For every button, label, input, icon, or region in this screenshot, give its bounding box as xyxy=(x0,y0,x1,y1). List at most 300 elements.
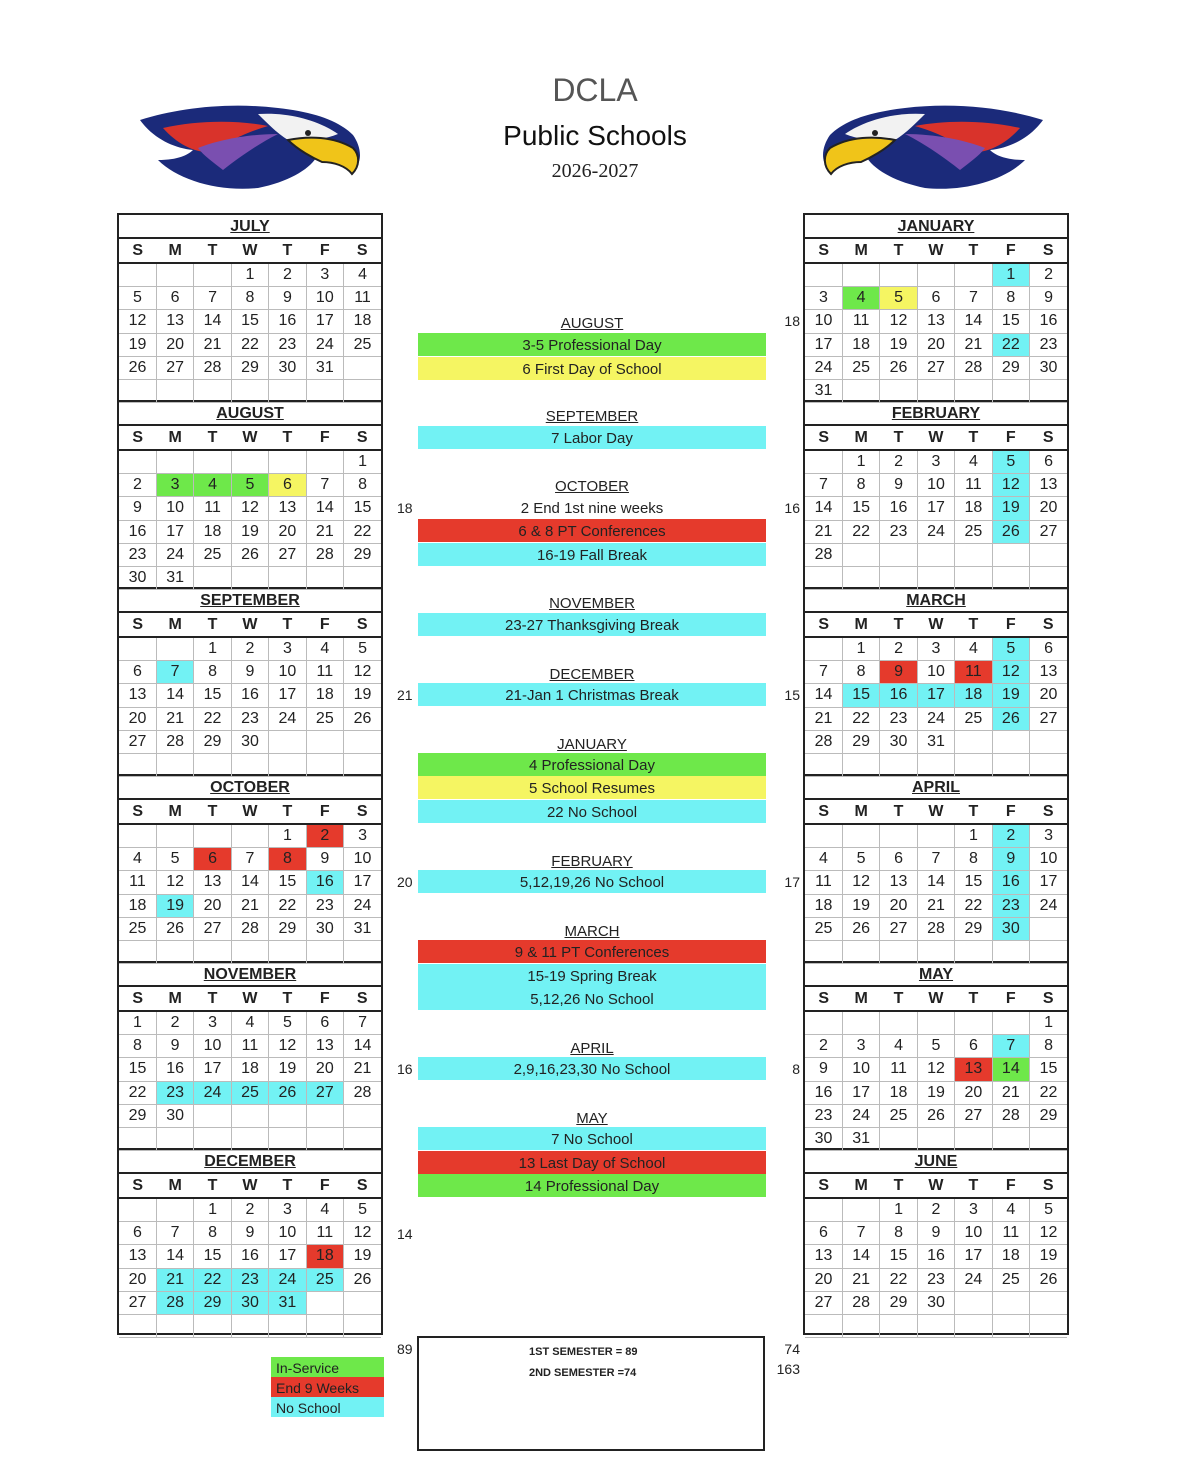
day-cell: 13 xyxy=(955,1058,992,1081)
day-cell xyxy=(1030,543,1067,566)
day-cell: 21 xyxy=(992,1081,1029,1104)
weekday-header: T xyxy=(880,238,917,263)
day-cell: 25 xyxy=(805,917,842,940)
day-cell: 22 xyxy=(194,707,231,730)
day-cell xyxy=(306,753,343,776)
day-cell xyxy=(194,566,231,589)
weekday-header: F xyxy=(992,612,1029,637)
day-cell: 9 xyxy=(992,848,1029,871)
weekday-header: M xyxy=(842,986,879,1011)
day-cell: 17 xyxy=(917,684,954,707)
day-cell xyxy=(805,1011,842,1035)
day-cell: 27 xyxy=(955,1104,992,1127)
event-month-heading: FEBRUARY xyxy=(551,853,633,870)
day-cell: 25 xyxy=(194,543,231,566)
day-cell: 19 xyxy=(344,684,381,707)
day-cell: 13 xyxy=(1030,661,1067,684)
day-cell: 26 xyxy=(842,917,879,940)
day-cell: 2 xyxy=(119,474,156,497)
weekday-header: T xyxy=(955,799,992,824)
day-cell: 4 xyxy=(955,450,992,474)
weekday-header: S xyxy=(805,612,842,637)
day-cell xyxy=(992,543,1029,566)
day-cell: 10 xyxy=(156,497,193,520)
day-cell: 9 xyxy=(306,848,343,871)
day-cell xyxy=(805,753,842,776)
day-cell xyxy=(1030,940,1067,963)
day-cell: 10 xyxy=(917,474,954,497)
day-cell: 25 xyxy=(231,1081,268,1104)
day-cell xyxy=(992,379,1029,402)
weekday-header: S xyxy=(805,1173,842,1198)
day-cell xyxy=(306,379,343,402)
day-cell: 8 xyxy=(880,1222,917,1245)
day-cell: 4 xyxy=(344,263,381,287)
day-cell xyxy=(194,824,231,848)
day-cell xyxy=(231,450,268,474)
day-cell xyxy=(842,753,879,776)
weekday-header: W xyxy=(231,612,268,637)
day-cell: 16 xyxy=(805,1081,842,1104)
day-cell: 6 xyxy=(269,474,306,497)
day-cell: 26 xyxy=(156,917,193,940)
day-cell: 16 xyxy=(1030,310,1067,333)
weekday-header: F xyxy=(306,1173,343,1198)
day-cell: 1 xyxy=(880,1198,917,1222)
day-cell: 14 xyxy=(805,684,842,707)
weekday-header: T xyxy=(269,612,306,637)
weekday-header: M xyxy=(156,425,193,450)
day-cell: 20 xyxy=(955,1081,992,1104)
event-item: 2 End 1st nine weeks xyxy=(520,500,664,517)
day-cell: 8 xyxy=(269,848,306,871)
day-cell: 6 xyxy=(1030,450,1067,474)
month-name: JULY xyxy=(230,218,270,235)
day-cell xyxy=(344,730,381,753)
day-cell: 25 xyxy=(955,707,992,730)
event-item: 2,9,16,23,30 No School xyxy=(418,1057,766,1080)
weekday-header: S xyxy=(805,986,842,1011)
day-cell: 10 xyxy=(344,848,381,871)
month-january xyxy=(805,215,1067,402)
day-cell xyxy=(344,1314,381,1337)
day-cell: 11 xyxy=(842,310,879,333)
day-cell: 25 xyxy=(842,356,879,379)
day-cell: 14 xyxy=(992,1058,1029,1081)
day-cell: 12 xyxy=(344,1222,381,1245)
legend-item: No School xyxy=(271,1397,384,1417)
day-cell: 9 xyxy=(880,661,917,684)
day-cell xyxy=(269,940,306,963)
day-cell: 16 xyxy=(231,1245,268,1268)
day-cell: 27 xyxy=(194,917,231,940)
day-cell xyxy=(156,824,193,848)
day-cell xyxy=(955,1011,992,1035)
day-count: 20 xyxy=(397,874,413,890)
day-cell: 22 xyxy=(231,333,268,356)
day-cell: 20 xyxy=(917,333,954,356)
day-cell: 26 xyxy=(344,1268,381,1291)
day-cell: 29 xyxy=(1030,1104,1067,1127)
day-cell xyxy=(992,1127,1029,1150)
day-cell xyxy=(917,1011,954,1035)
day-cell: 25 xyxy=(955,520,992,543)
day-cell: 5 xyxy=(1030,1198,1067,1222)
event-item: 5,12,26 No School xyxy=(418,987,766,1010)
day-cell: 18 xyxy=(306,1245,343,1268)
day-cell: 18 xyxy=(344,310,381,333)
event-month-heading: JANUARY xyxy=(557,736,627,753)
event-item: 5,12,19,26 No School xyxy=(418,870,766,893)
day-cell xyxy=(917,566,954,589)
day-cell: 12 xyxy=(119,310,156,333)
day-cell: 16 xyxy=(880,497,917,520)
day-cell: 25 xyxy=(344,333,381,356)
day-cell: 13 xyxy=(269,497,306,520)
calendar-column-fall xyxy=(117,213,383,1335)
day-cell: 19 xyxy=(992,497,1029,520)
day-cell: 1 xyxy=(231,263,268,287)
weekday-header: F xyxy=(306,425,343,450)
day-cell: 19 xyxy=(1030,1245,1067,1268)
month-name: NOVEMBER xyxy=(203,966,297,983)
day-cell: 2 xyxy=(992,824,1029,848)
month-name: SEPTEMBER xyxy=(200,592,300,609)
day-cell xyxy=(842,566,879,589)
weekday-header: T xyxy=(880,986,917,1011)
day-cell xyxy=(842,940,879,963)
day-cell: 17 xyxy=(917,497,954,520)
weekday-header: S xyxy=(119,612,156,637)
day-cell: 24 xyxy=(156,543,193,566)
month-july xyxy=(119,215,381,402)
day-cell: 20 xyxy=(1030,684,1067,707)
day-cell: 18 xyxy=(880,1081,917,1104)
day-cell xyxy=(269,1104,306,1127)
day-cell: 31 xyxy=(805,379,842,402)
day-cell: 27 xyxy=(119,730,156,753)
day-cell: 3 xyxy=(306,263,343,287)
day-cell: 20 xyxy=(880,894,917,917)
day-cell: 29 xyxy=(842,730,879,753)
day-cell: 3 xyxy=(269,1198,306,1222)
day-cell: 13 xyxy=(880,871,917,894)
day-cell: 30 xyxy=(992,917,1029,940)
month-october xyxy=(119,776,381,963)
weekday-header: S xyxy=(119,425,156,450)
day-cell: 30 xyxy=(805,1127,842,1150)
day-cell xyxy=(842,543,879,566)
event-item: 6 First Day of School xyxy=(418,357,766,380)
weekday-header: T xyxy=(880,799,917,824)
day-cell xyxy=(1030,1127,1067,1150)
weekday-header: F xyxy=(306,799,343,824)
weekday-header: T xyxy=(880,612,917,637)
day-cell: 25 xyxy=(880,1104,917,1127)
day-cell: 12 xyxy=(231,497,268,520)
day-cell: 15 xyxy=(344,497,381,520)
day-cell xyxy=(269,1314,306,1337)
day-cell xyxy=(156,263,193,287)
day-cell: 9 xyxy=(269,287,306,310)
day-cell: 31 xyxy=(306,356,343,379)
weekday-header: T xyxy=(269,425,306,450)
weekday-header: S xyxy=(1030,238,1067,263)
day-cell xyxy=(306,940,343,963)
day-cell: 9 xyxy=(1030,287,1067,310)
weekday-header: T xyxy=(194,1173,231,1198)
day-cell: 11 xyxy=(194,497,231,520)
day-cell: 23 xyxy=(917,1268,954,1291)
day-cell: 23 xyxy=(306,894,343,917)
day-cell: 20 xyxy=(119,707,156,730)
day-cell xyxy=(842,1011,879,1035)
day-cell: 26 xyxy=(992,707,1029,730)
day-cell: 29 xyxy=(880,1291,917,1314)
day-cell xyxy=(955,1291,992,1314)
day-cell: 3 xyxy=(156,474,193,497)
day-cell xyxy=(805,566,842,589)
day-cell: 16 xyxy=(119,520,156,543)
weekday-header: T xyxy=(880,1173,917,1198)
day-cell: 12 xyxy=(344,661,381,684)
weekday-header: S xyxy=(344,986,381,1011)
day-cell: 15 xyxy=(231,310,268,333)
event-item: 22 No School xyxy=(418,800,766,823)
weekday-header: M xyxy=(842,238,879,263)
day-cell xyxy=(156,637,193,661)
day-cell: 29 xyxy=(992,356,1029,379)
legend xyxy=(271,1357,384,1417)
day-cell: 1 xyxy=(842,450,879,474)
day-cell xyxy=(119,637,156,661)
day-cell xyxy=(119,379,156,402)
day-cell xyxy=(842,1198,879,1222)
month-name: APRIL xyxy=(912,779,960,796)
weekday-header: T xyxy=(955,425,992,450)
day-cell xyxy=(955,730,992,753)
day-cell: 27 xyxy=(119,1291,156,1314)
day-cell: 23 xyxy=(231,1268,268,1291)
day-cell xyxy=(156,1314,193,1337)
day-cell: 5 xyxy=(992,637,1029,661)
day-cell xyxy=(231,940,268,963)
day-cell: 15 xyxy=(842,684,879,707)
day-cell xyxy=(880,753,917,776)
day-cell: 17 xyxy=(805,333,842,356)
weekday-header: S xyxy=(805,799,842,824)
day-cell xyxy=(119,1314,156,1337)
event-item: 3-5 Professional Day xyxy=(418,333,766,356)
day-cell: 19 xyxy=(842,894,879,917)
semester-1-total: 1ST SEMESTER = 89 xyxy=(529,1346,638,1358)
day-cell: 17 xyxy=(306,310,343,333)
day-cell: 24 xyxy=(269,1268,306,1291)
day-cell xyxy=(917,1127,954,1150)
day-cell xyxy=(194,1314,231,1337)
event-item: 21-Jan 1 Christmas Break xyxy=(418,683,766,706)
day-cell: 25 xyxy=(306,1268,343,1291)
day-cell: 1 xyxy=(955,824,992,848)
day-cell: 16 xyxy=(917,1245,954,1268)
weekday-header: M xyxy=(842,612,879,637)
day-cell xyxy=(119,1127,156,1150)
weekday-header: S xyxy=(344,1173,381,1198)
day-cell: 25 xyxy=(306,707,343,730)
event-month-heading: DECEMBER xyxy=(549,666,635,683)
weekday-header: T xyxy=(194,238,231,263)
day-cell: 26 xyxy=(992,520,1029,543)
day-cell: 20 xyxy=(805,1268,842,1291)
day-cell: 4 xyxy=(880,1035,917,1058)
event-month-heading: MAY xyxy=(576,1110,608,1127)
eagle-logo-icon xyxy=(815,100,1045,195)
day-cell: 19 xyxy=(344,1245,381,1268)
day-cell xyxy=(880,1314,917,1337)
day-cell xyxy=(880,566,917,589)
day-cell xyxy=(1030,1314,1067,1337)
day-cell xyxy=(231,379,268,402)
day-cell xyxy=(955,940,992,963)
day-cell: 19 xyxy=(119,333,156,356)
day-cell: 9 xyxy=(231,1222,268,1245)
weekday-header: S xyxy=(119,238,156,263)
day-cell: 19 xyxy=(269,1058,306,1081)
day-cell xyxy=(955,379,992,402)
month-february xyxy=(805,402,1067,589)
day-cell: 18 xyxy=(842,333,879,356)
event-item: 15-19 Spring Break xyxy=(418,964,766,987)
day-cell: 24 xyxy=(344,894,381,917)
day-cell: 10 xyxy=(917,661,954,684)
day-cell: 28 xyxy=(306,543,343,566)
day-cell xyxy=(1030,917,1067,940)
weekday-header: T xyxy=(194,986,231,1011)
weekday-header: T xyxy=(955,1173,992,1198)
day-count: 14 xyxy=(397,1226,413,1242)
weekday-header: W xyxy=(231,1173,268,1198)
day-cell: 4 xyxy=(992,1198,1029,1222)
day-cell: 5 xyxy=(344,637,381,661)
event-month-heading: NOVEMBER xyxy=(549,595,635,612)
page-title: DCLA xyxy=(552,72,638,108)
day-cell: 24 xyxy=(842,1104,879,1127)
day-cell: 13 xyxy=(119,1245,156,1268)
month-name: FEBRUARY xyxy=(891,405,981,422)
weekday-header: W xyxy=(917,799,954,824)
day-cell: 7 xyxy=(156,661,193,684)
day-cell: 18 xyxy=(119,894,156,917)
day-cell: 12 xyxy=(992,474,1029,497)
day-cell: 15 xyxy=(194,684,231,707)
weekday-header: T xyxy=(269,799,306,824)
day-cell: 8 xyxy=(842,661,879,684)
weekday-header: W xyxy=(917,1173,954,1198)
day-cell: 3 xyxy=(805,287,842,310)
event-month-heading: SEPTEMBER xyxy=(545,408,639,425)
day-count: 18 xyxy=(397,500,413,516)
month-name: DECEMBER xyxy=(204,1153,296,1170)
day-cell: 15 xyxy=(992,310,1029,333)
day-cell: 29 xyxy=(194,730,231,753)
day-cell: 24 xyxy=(306,333,343,356)
day-cell xyxy=(269,730,306,753)
day-cell xyxy=(880,263,917,287)
day-cell: 9 xyxy=(156,1035,193,1058)
day-cell: 29 xyxy=(955,917,992,940)
day-cell: 13 xyxy=(805,1245,842,1268)
weekday-header: F xyxy=(992,799,1029,824)
day-cell: 26 xyxy=(119,356,156,379)
event-item: 23-27 Thanksgiving Break xyxy=(418,613,766,636)
day-cell xyxy=(231,1127,268,1150)
day-cell: 20 xyxy=(119,1268,156,1291)
weekday-header: T xyxy=(880,425,917,450)
day-cell: 6 xyxy=(917,287,954,310)
month-march xyxy=(805,589,1067,776)
event-item: 13 Last Day of School xyxy=(418,1151,766,1174)
month-name: MARCH xyxy=(906,592,966,609)
event-month-heading: AUGUST xyxy=(560,315,624,332)
event-item: 9 & 11 PT Conferences xyxy=(418,940,766,963)
day-cell: 17 xyxy=(955,1245,992,1268)
day-cell xyxy=(917,263,954,287)
day-cell: 17 xyxy=(269,1245,306,1268)
day-cell: 23 xyxy=(156,1081,193,1104)
day-count: 16 xyxy=(784,500,800,516)
weekday-header: S xyxy=(344,612,381,637)
day-cell: 18 xyxy=(231,1058,268,1081)
day-cell: 9 xyxy=(231,661,268,684)
day-cell: 13 xyxy=(917,310,954,333)
weekday-header: S xyxy=(344,238,381,263)
day-cell: 27 xyxy=(306,1081,343,1104)
day-cell: 6 xyxy=(880,848,917,871)
day-cell xyxy=(955,753,992,776)
day-cell: 30 xyxy=(1030,356,1067,379)
day-cell xyxy=(842,263,879,287)
day-cell: 10 xyxy=(194,1035,231,1058)
day-cell: 2 xyxy=(917,1198,954,1222)
day-cell: 4 xyxy=(306,637,343,661)
weekday-header: T xyxy=(269,238,306,263)
day-cell xyxy=(344,1104,381,1127)
day-cell: 6 xyxy=(1030,637,1067,661)
day-cell xyxy=(194,379,231,402)
day-cell xyxy=(306,1127,343,1150)
day-cell xyxy=(880,1127,917,1150)
day-cell xyxy=(992,1291,1029,1314)
day-cell: 21 xyxy=(194,333,231,356)
day-cell: 23 xyxy=(269,333,306,356)
day-cell: 11 xyxy=(306,1222,343,1245)
weekday-header: W xyxy=(917,612,954,637)
day-cell: 4 xyxy=(805,848,842,871)
day-cell: 3 xyxy=(269,637,306,661)
day-cell: 7 xyxy=(992,1035,1029,1058)
day-cell: 19 xyxy=(156,894,193,917)
day-cell xyxy=(344,940,381,963)
day-cell: 26 xyxy=(269,1081,306,1104)
day-cell: 31 xyxy=(344,917,381,940)
weekday-header: T xyxy=(194,799,231,824)
day-cell: 27 xyxy=(269,543,306,566)
day-cell: 21 xyxy=(955,333,992,356)
day-cell: 8 xyxy=(344,474,381,497)
day-cell xyxy=(955,566,992,589)
day-cell xyxy=(992,1011,1029,1035)
day-cell: 14 xyxy=(344,1035,381,1058)
